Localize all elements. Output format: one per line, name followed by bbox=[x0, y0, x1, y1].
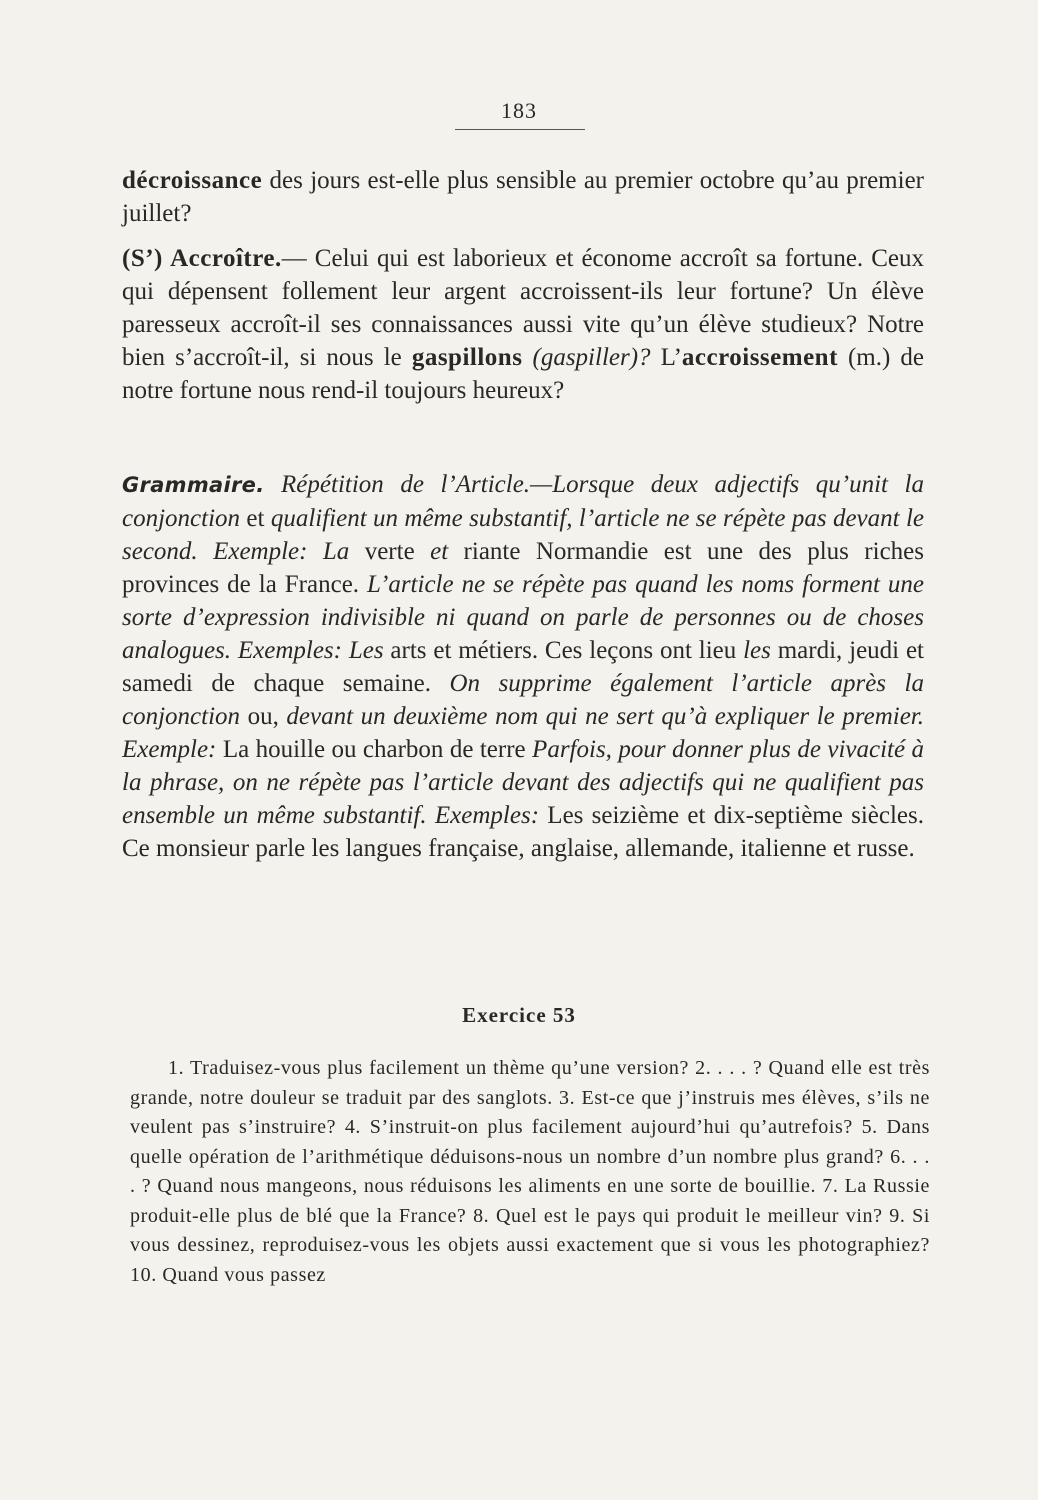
grammar-rule-text: Parfois, pour donner plus de vivacité à la phrase, on ne répète pas l’article devant des adjectifs qui ne qualifient pas ensemble un même substantif. Exemples: bbox=[122, 736, 924, 829]
grammar-example-article: Les bbox=[348, 637, 384, 664]
grammar-example-text: Les seizième et dix-septième siècles. Ce monsieur parle les langues française, anglaise, allemande, italienne et russe. bbox=[122, 802, 924, 862]
grammar-example-article: les bbox=[743, 637, 771, 664]
grammar-rule-text: On supprime également l’article après la conjonction bbox=[122, 670, 925, 730]
exercise-text: 1. Traduisez-vous plus facilement un thème qu’une version? 2. . . . ? Quand elle est très grande, notre douleur se traduit par des sanglots. 3. Est-ce que j’instruis mes élèves, s’ils ne veulent pas s’instruire? 4. S’instruit-on plus facilement aujourd’hui qu’autrefois? 5. Dans quelle opération de l’arithmétique déduisons-nous un nombre d’un nombre plus grand? 6. . . . ? Quand nous mangeons, nous réduisons les aliments en une sorte de bouillie. 7. La Russie produit-elle plus de blé que la France? 8. Quel est le pays qui produit le meilleur vin? 9. Si vous dessinez, reproduisez-vous les objets aussi exactement que si vous les photographiez? 10. Quand vous passez bbox=[130, 1057, 930, 1286]
grammar-example-text: riante Normandie est une des plus riches provinces de la France. bbox=[122, 538, 924, 598]
vocab-word: accroissement bbox=[681, 344, 838, 371]
exercise-title: Exercice 53 bbox=[462, 1003, 576, 1027]
vocab-heading: (S’) Accroître. bbox=[122, 245, 282, 272]
vocab-word: décroissance bbox=[122, 167, 263, 194]
grammar-example-text: mardi, jeudi et samedi de chaque semaine. bbox=[122, 637, 924, 697]
paragraph-text: L’ bbox=[650, 344, 682, 371]
grammar-rule-text: devant un deuxième nom qui ne sert qu’à expliquer le premier. Exemple: bbox=[122, 703, 924, 763]
paragraph-text: des jours est-elle plus sensible au premier octobre qu’au premier juillet? bbox=[122, 167, 924, 227]
page-number: 183 bbox=[501, 98, 537, 123]
grammar-example-text: verte bbox=[349, 538, 431, 565]
vocab-word: gaspillons bbox=[411, 344, 523, 371]
grammar-rule-text: Répétition de l’Article.—Lorsque deux adjectifs qu’unit la conjonction bbox=[122, 471, 924, 532]
paragraph-decroissance bbox=[122, 164, 924, 230]
header-rule bbox=[455, 129, 585, 130]
grammar-rule-text: qualifient un même substantif, l’article ne se répète pas devant le second. Exemple: bbox=[122, 505, 924, 565]
grammar-example-article: et bbox=[430, 538, 449, 565]
grammar-rule-text: L’article ne se répète pas quand les noms forment une sorte d’expression indivisible ni quand on parle de personnes ou de choses analogues. Exemples: bbox=[122, 571, 924, 664]
grammar-text: ou, bbox=[247, 703, 279, 730]
grammar-section bbox=[122, 468, 924, 865]
grammar-example-text: arts et métiers. Ces leçons ont lieu bbox=[383, 637, 744, 664]
grammar-text: et bbox=[246, 505, 265, 532]
grammar-example-article: La bbox=[322, 538, 350, 565]
grammar-example-text: La houille ou charbon de terre bbox=[222, 736, 533, 763]
paragraph-accroitre bbox=[122, 242, 924, 407]
vocab-note: (gaspiller)? bbox=[522, 344, 651, 371]
grammar-label: Grammaire. bbox=[122, 473, 265, 497]
paragraph-text: — Celui qui est laborieux et économe accroît sa fortune. Ceux qui dépensent follement leur argent accroissent-ils leur fortune? Un élève paresseux accroît-il ses connaissances aussi vite qu’un élève studieux? Notre bien s’accroît-il, si nous le bbox=[122, 245, 925, 371]
paragraph-text: (m.) de notre fortune nous rend-il toujours heureux? bbox=[122, 344, 924, 404]
